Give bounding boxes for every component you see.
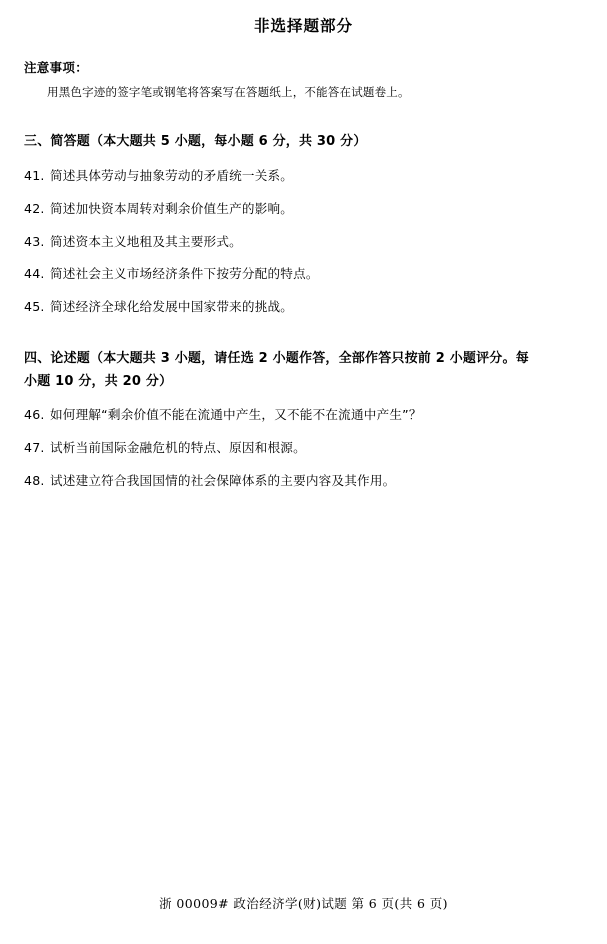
question-number: 43. — [24, 233, 45, 249]
question-item — [24, 264, 577, 285]
question-text: 简述资本主义地租及其主要形式。 — [50, 233, 242, 249]
question-item — [24, 232, 577, 253]
section-heading: 四、论述题（本大题共 3 小题，请任选 2 小题作答，全部作答只按前 2 小题评分。每小题 10 分，共 20 分） — [24, 350, 529, 389]
question-text: 简述经济全球化给发展中国家带来的挑战。 — [50, 299, 294, 315]
section-essay — [24, 348, 577, 492]
question-item — [24, 297, 577, 318]
question-number: 44. — [24, 266, 45, 282]
question-number: 45. — [24, 299, 45, 315]
question-item — [24, 405, 577, 426]
notice-block — [24, 58, 577, 101]
section-heading: 三、简答题（本大题共 5 小题，每小题 6 分，共 30 分） — [24, 134, 367, 150]
question-number: 41. — [24, 168, 45, 184]
page-footer: 浙 00009# 政治经济学(财)试题 第 6 页(共 6 页) — [159, 896, 448, 911]
question-number: 46. — [24, 407, 45, 423]
question-text: 试析当前国际金融危机的特点、原因和根源。 — [50, 440, 306, 456]
question-number: 47. — [24, 440, 45, 456]
question-number: 42. — [24, 200, 45, 216]
notice-body: 用黑色字迹的签字笔或钢笔将答案写在答题纸上，不能答在试题卷上。 — [47, 85, 410, 99]
question-text: 试述建立符合我国国情的社会保障体系的主要内容及其作用。 — [50, 473, 396, 488]
page-content — [0, 58, 607, 492]
question-item — [24, 166, 577, 187]
page-title: 非选择题部分 — [253, 16, 353, 35]
question-item — [24, 438, 577, 459]
question-item — [24, 199, 577, 220]
notice-heading: 注意事项： — [24, 60, 89, 75]
question-text: 简述社会主义市场经济条件下按劳分配的特点。 — [50, 266, 319, 282]
section-short-answer — [24, 131, 577, 318]
question-text: 简述加快资本周转对剩余价值生产的影响。 — [50, 200, 294, 216]
exam-page — [0, 14, 607, 944]
question-item — [24, 471, 577, 492]
question-text: 如何理解“剩余价值不能在流通中产生，又不能不在流通中产生”？ — [50, 407, 422, 423]
question-text: 简述具体劳动与抽象劳动的矛盾统一关系。 — [50, 168, 294, 184]
question-number: 48. — [24, 473, 45, 488]
